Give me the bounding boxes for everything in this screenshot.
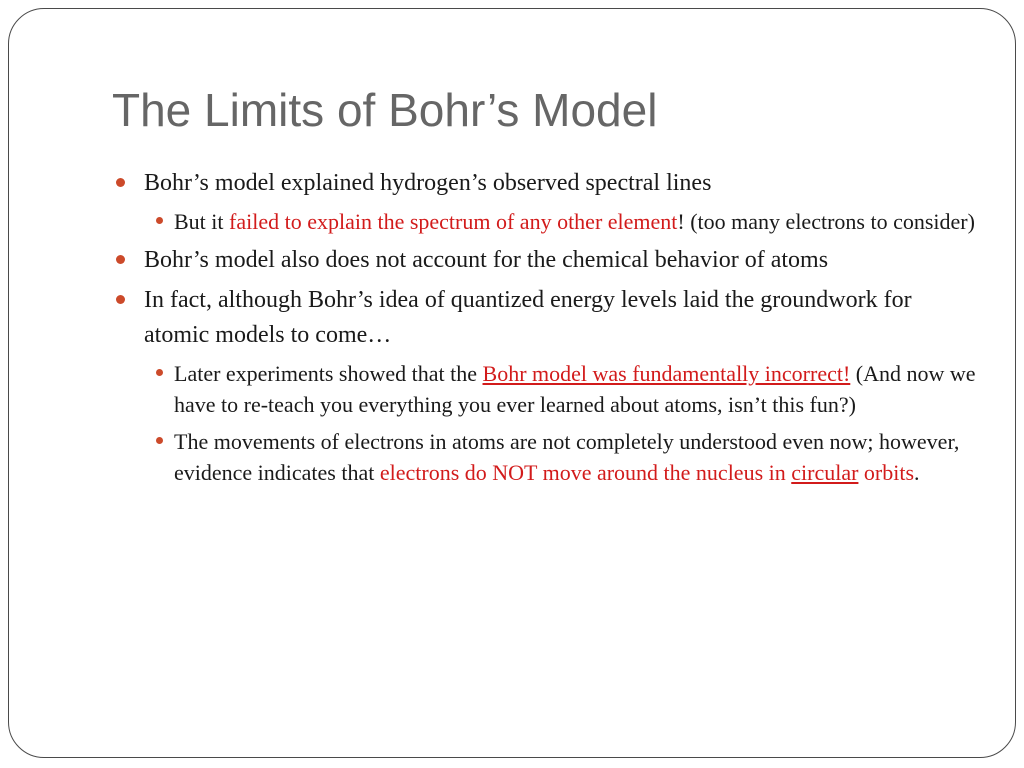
highlighted-text: electrons do NOT move around the nucleus in <box>379 460 792 485</box>
sub-bullet-text: But it <box>174 209 230 234</box>
sub-bullet-point <box>112 206 982 237</box>
sub-bullet-point <box>112 426 982 488</box>
bullet-point <box>112 166 982 201</box>
sub-bullet-point <box>112 358 982 420</box>
bullet-dot-icon <box>156 437 163 444</box>
highlighted-text: failed to explain the spectrum of any other element <box>229 209 678 234</box>
slide-title: The Limits of Bohr’s Model <box>112 84 658 136</box>
sub-bullet-text: Later experiments showed that the <box>174 361 483 386</box>
highlighted-underlined-text: circular <box>791 460 859 485</box>
bullet-dot-icon <box>116 295 125 304</box>
bullet-dot-icon <box>156 369 163 376</box>
slide-body <box>112 166 982 494</box>
sub-bullet-text: ! (too many electrons to consider) <box>677 209 975 234</box>
bullet-dot-icon <box>116 178 125 187</box>
highlighted-text: orbits <box>858 460 915 485</box>
bullet-text: Bohr’s model also does not account for the chemical behavior of atoms <box>144 247 829 273</box>
sub-bullet-text: The movements of electrons in atoms are not completely understood even now; however, evidence indicates that <box>174 429 960 485</box>
bullet-text: In fact, although Bohr’s idea of quantized energy levels laid the groundwork for atomic models to come… <box>144 287 912 348</box>
bullet-point <box>112 243 982 278</box>
bullet-point <box>112 283 982 353</box>
highlighted-underlined-text: Bohr model was fundamentally incorrect! <box>482 361 851 386</box>
sub-bullet-text: (And now we have to re-teach you everything you ever learned about atoms, isn’t this fun?) <box>174 361 976 417</box>
sub-bullet-text: . <box>914 460 920 485</box>
bullet-text: Bohr’s model explained hydrogen’s observed spectral lines <box>144 170 712 196</box>
bullet-dot-icon <box>156 217 163 224</box>
bullet-dot-icon <box>116 255 125 264</box>
